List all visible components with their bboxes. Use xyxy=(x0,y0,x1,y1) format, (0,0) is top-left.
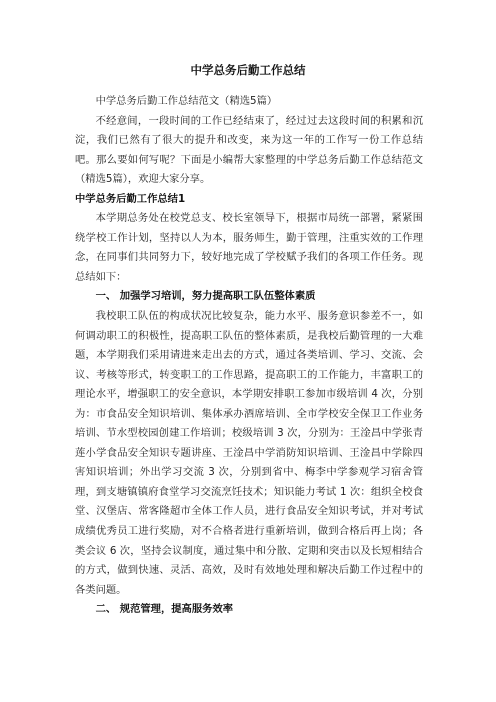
document-title: 中学总务后勤工作总结 xyxy=(190,63,306,77)
section-heading: 中学总务后勤工作总结1 xyxy=(75,192,186,205)
body-paragraph-one: 我校职工队伍的构成状况比较复杂，能力水平、服务意识参差不一，如何调动职工的积极性，提高职工队伍的整体素质，是我校后勤管理的一大难题，本学期我们采用请进来走出去的方式，通过各类培训、学习、交流、会议、考核等形式，转变职工的工作思路，提高职工的工作能力，丰富职工的理论水平，增强职工的安全意识，本学期安排职工参加市级培训 4 次，分别为：市食品安全知识培训、集体承办酒席培训、全市学校安全保卫工作业务培训、节水型校园创建工作培训；校级培训 3 次，分别为：王淦昌中学张青莲小学食品安全知识专题讲座、王淦昌中学消防知识培训、王淦昌中学除四害知识培训；外出学习交流 3 次，分别到省中、梅李中学参观学习宿舍管理，到支塘镇镇府食堂学习交流烹饪技术；知识能力考试 1 次：组织全校食堂、汉堡店、常客隆超市全体工作人员，进行食品安全知识考试，并对考试成绩优秀员工进行奖励，对不合格者进行重新培训，做到合格后再上岗；各类会议 6 次，坚持会议制度，通过集中和分散、定期和突击以及长短相结合的方式，做到快速、灵活、高效，及时有效地处理和解决后勤工作过程中的各类问题。 xyxy=(75,310,423,596)
heading-two: 二、 规范管理，提高服务效率 xyxy=(95,603,234,616)
heading-one: 一、 加强学习培训，努力提高职工队伍整体素质 xyxy=(95,290,316,303)
document-body xyxy=(75,92,423,620)
intro-paragraph: 不经意间，一段时间的工作已经结束了，经过过去这段时间的积累和沉淀，我们已然有了很大的提升和改变，来为这一年的工作写一份工作总结吧。那么要如何写呢？下面是小编帮大家整理的中学总务后勤工作总结范文（精选5篇），欢迎大家分享。 xyxy=(75,114,423,186)
overview-paragraph: 本学期总务处在校党总支、校长室领导下，根据市局统一部署，紧紧围绕学校工作计划，坚持以人为本，服务师生，勤于管理，注重实效的工作理念，在同事们共同努力下，较好地完成了学校赋予我们的各项工作任务。现总结如下： xyxy=(75,212,423,283)
document-subtitle: 中学总务后勤工作总结范文（精选5篇） xyxy=(95,95,278,107)
